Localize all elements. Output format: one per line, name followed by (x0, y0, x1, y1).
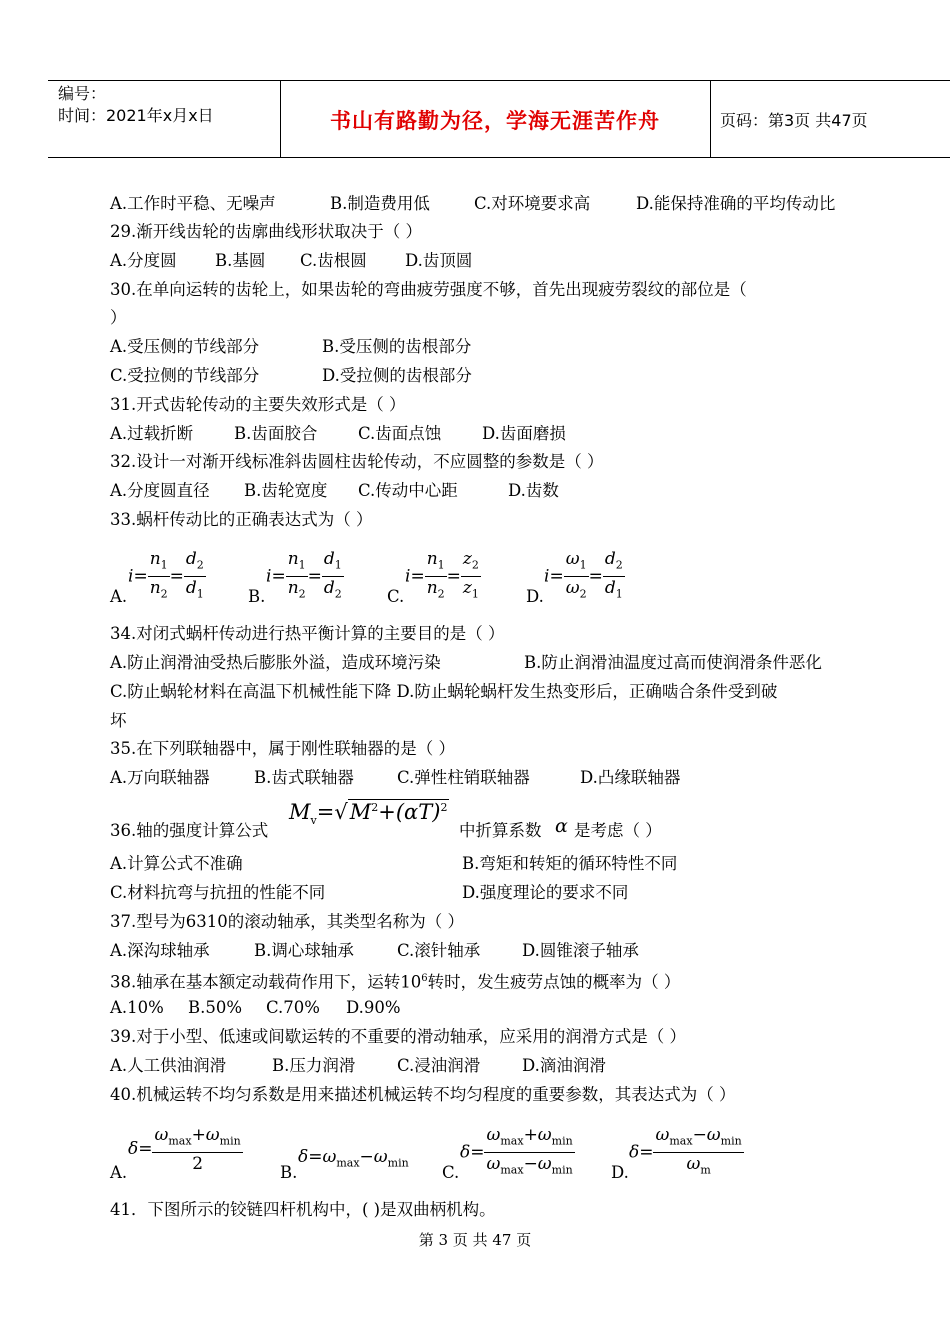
header-page-label: 页码：第3页 共47页 (720, 111, 868, 130)
q32-option-d: D.齿数 (508, 481, 559, 500)
q37-option-a: A.深沟球轴承 (110, 941, 210, 960)
q40-formula-b: $\delta=\omega_{max}-\omega_{min}$ (298, 1147, 409, 1170)
q39-option-b: B.压力润滑 (272, 1056, 356, 1075)
q30-options-row1 (110, 336, 610, 358)
q30-stem-cont: ） (110, 308, 127, 327)
q31-option-c: C.齿面点蚀 (358, 424, 442, 443)
q33-option-d-label: D. (526, 587, 544, 606)
q33-option-a-label: A. (110, 587, 128, 606)
q36-stem-pre: 36.轴的强度计算公式 (110, 821, 269, 840)
page-footer: 第 3 页 共 47 页 (418, 1231, 532, 1249)
header-motto: 书山有路勤为径，学海无涯苦作舟 (330, 109, 660, 133)
q29-option-a: A.分度圆 (110, 251, 177, 270)
q40-formula-a: δ= $\frac{\omega_{max}+\omega_{min}}{2}$ (128, 1125, 241, 1175)
q36-option-d: D.强度理论的要求不同 (462, 883, 629, 902)
q37-option-c: C.滚针轴承 (397, 941, 481, 960)
q32-option-c: C.传动中心距 (358, 481, 458, 500)
q33-formula-a: i= $\frac{n_1}{n_2}$ = $\frac{d_2}{d_1}$ (128, 549, 204, 601)
q33-option-b-label: B. (248, 587, 266, 606)
q28-option-c: C.对环境要求高 (474, 194, 591, 213)
q35-option-b: B.齿式联轴器 (254, 768, 354, 787)
q30-option-b: B.受压侧的齿根部分 (322, 337, 472, 356)
q35-option-d: D.凸缘联轴器 (580, 768, 681, 787)
q33-formula-d: i= $\frac{\omega_1}{\omega_2}$ = $\frac{d_2}{d_1}$ (544, 549, 623, 601)
q36-option-c: C.材料抗弯与抗扭的性能不同 (110, 883, 326, 902)
q40-formula-d: δ= $\frac{\omega_{max}-\omega_{min}}{\omega_m}$ (629, 1125, 742, 1177)
q31-options (110, 423, 610, 445)
q37-option-b: B.调心球轴承 (254, 941, 354, 960)
q40-formula-c: δ= $\frac{\omega_{max}+\omega_{min}}{\omega_{max}-\omega_{min}}$ (460, 1125, 573, 1177)
q33-stem: 33.蜗杆传动比的正确表达式为（ ） (110, 510, 373, 529)
q38-option-c: C.70% (266, 998, 320, 1017)
q40-option-c-label: C. (442, 1163, 460, 1182)
q30-option-a: A.受压侧的节线部分 (110, 337, 260, 356)
q29-option-b: B.基圆 (215, 251, 266, 270)
q28-option-d: D.能保持准确的平均传动比 (636, 194, 836, 213)
q29-option-d: D.齿顶圆 (405, 251, 473, 270)
q28-option-b: B.制造费用低 (330, 194, 430, 213)
q34-option-a: A.防止润滑油受热后膨胀外溢，造成环境污染 (110, 653, 441, 672)
q34-options-row2: C.防止蜗轮材料在高温下机械性能下降 D.防止蜗轮蜗杆发生热变形后，正确啮合条件受到破 (110, 682, 778, 701)
q31-option-d: D.齿面磨损 (482, 424, 566, 443)
q30-option-d: D.受拉侧的齿根部分 (322, 366, 472, 385)
q36-stem-mid: 中折算系数 (459, 821, 542, 840)
q28-options (110, 193, 890, 215)
q39-option-d: D.滴油润滑 (522, 1056, 606, 1075)
q36-option-b: B.弯矩和转矩的循环特性不同 (462, 854, 678, 873)
q40-stem: 40.机械运转不均匀系数是用来描述机械运转不均匀程度的重要参数，其表达式为（ ） (110, 1085, 736, 1104)
q36-formula: $M_v=√M^2+(\alpha T)^2$ (289, 800, 448, 828)
q37-options (110, 940, 750, 962)
q34-options-row3: 坏 (110, 711, 127, 730)
doc-number-label: 编号： (58, 84, 107, 103)
q40-option-d-label: D. (611, 1163, 629, 1182)
page-header (48, 80, 950, 158)
q32-options (110, 480, 610, 502)
q32-option-a: A.分度圆直径 (110, 481, 210, 500)
q33-formula-c: i= $\frac{n_1}{n_2}$ = $\frac{z_2}{z_1}$ (405, 549, 479, 601)
q35-option-a: A.万向联轴器 (110, 768, 210, 787)
q31-stem: 31.开式齿轮传动的主要失效形式是（ ） (110, 395, 406, 414)
q38-option-b: B.50% (188, 998, 243, 1017)
q32-stem: 32.设计一对渐开线标准斜齿圆柱齿轮传动，不应圆整的参数是（ ） (110, 452, 604, 471)
q36-options-row2 (110, 882, 750, 904)
q39-stem: 39.对于小型、低速或间歇运转的不重要的滑动轴承，应采用的润滑方式是（ ） (110, 1027, 686, 1046)
q36-alpha-symbol: α (555, 815, 568, 837)
q37-option-d: D.圆锥滚子轴承 (522, 941, 639, 960)
q40-option-a-label: A. (110, 1163, 128, 1182)
q35-stem: 35.在下列联轴器中，属于刚性联轴器的是（ ） (110, 739, 455, 758)
q39-option-c: C.浸油润滑 (397, 1056, 481, 1075)
q34-stem: 34.对闭式蜗杆传动进行热平衡计算的主要目的是（ ） (110, 624, 505, 643)
q29-stem: 29.渐开线齿轮的齿廓曲线形状取决于（ ） (110, 222, 422, 241)
q41-stem: 41．下图所示的铰链四杆机构中，( )是双曲柄机构。 (110, 1200, 496, 1219)
q28-option-a: A.工作时平稳、无噪声 (110, 194, 276, 213)
q38-option-a: A.10% (110, 998, 164, 1017)
q36-stem-post: 是考虑（ ） (574, 821, 662, 840)
q40-option-b-label: B. (280, 1163, 298, 1182)
q38-stem (110, 968, 680, 994)
q38-option-d: D.90% (346, 998, 401, 1017)
q29-option-c: C.齿根圆 (300, 251, 367, 270)
q38-exponent: 6 (421, 973, 428, 984)
header-divider (710, 81, 711, 157)
q38-stem-post: 转时，发生疲劳点蚀的概率为（ ） (427, 972, 681, 992)
q34-options-row1 (110, 652, 890, 674)
q37-stem: 37.型号为6310的滚动轴承，其类型名称为（ ） (110, 912, 464, 931)
q35-options (110, 767, 750, 789)
q32-option-b: B.齿轮宽度 (244, 481, 328, 500)
q38-stem-pre: 38.轴承在基本额定动载荷作用下，运转10 (110, 972, 422, 992)
header-left (58, 83, 214, 127)
q33-option-c-label: C. (387, 587, 405, 606)
doc-time-label: 时间：2021年x月x日 (58, 106, 214, 125)
q31-option-a: A.过载折断 (110, 424, 194, 443)
q33-formula-b: i= $\frac{n_1}{n_2}$ = $\frac{d_1}{d_2}$ (266, 549, 342, 601)
q30-stem: 30.在单向运转的齿轮上，如果齿轮的弯曲疲劳强度不够，首先出现疲劳裂纹的部位是（ (110, 280, 747, 299)
q36-options-row1 (110, 853, 750, 875)
q30-option-c: C.受拉侧的节线部分 (110, 366, 260, 385)
q36-option-a: A.计算公式不准确 (110, 854, 243, 873)
q30-options-row2 (110, 365, 610, 387)
q35-option-c: C.弹性柱销联轴器 (397, 768, 530, 787)
q29-options (110, 250, 610, 272)
q39-options (110, 1055, 750, 1077)
q31-option-b: B.齿面胶合 (234, 424, 318, 443)
q38-options (110, 997, 510, 1019)
q34-option-b: B.防止润滑油温度过高而使润滑条件恶化 (524, 653, 822, 672)
q39-option-a: A.人工供油润滑 (110, 1056, 227, 1075)
